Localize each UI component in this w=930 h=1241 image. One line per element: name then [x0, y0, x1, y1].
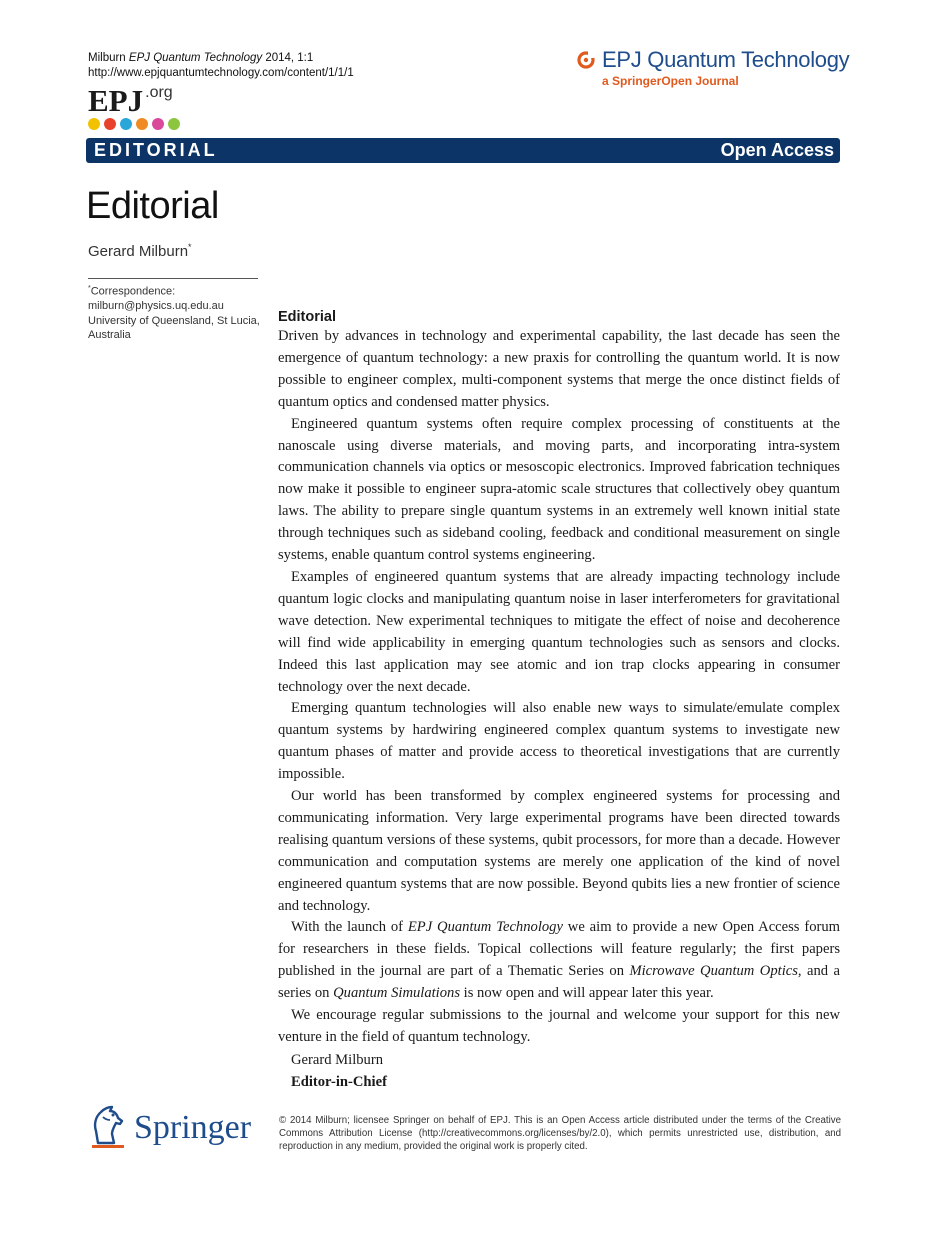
springer-horse-icon — [88, 1103, 128, 1149]
p6-text-c: we aim to provide a new Open Access forum for researchers in these fields. Topical collections will feature regularly; the first papers published in the journal are part of a Thematic Series on — [278, 919, 841, 980]
section-heading: Editorial — [278, 309, 337, 325]
correspondence-note — [88, 282, 263, 343]
logo-dot-4 — [136, 118, 148, 130]
paragraph-5: Our world has been transformed by complex engineered systems for processing and communicating information. Very large experimental programs have been directed towards realising quantum versions of these systems, qubit processors, for more than a decade. However communication and computation systems are merely one application of the kind of novel engineered quantum systems that are now possible. Beyond qubits lies a new frontier of science and technology. — [278, 788, 840, 914]
p6-journal-name: EPJ Quantum Technology — [407, 919, 563, 936]
paragraph-3: Examples of engineered quantum systems that are already impacting technology include quantum logic clocks and manipulating quantum noise in laser interferometers for gravitational wave detection. New experimental techniques to mitigate the effect of noise and decoherence will find wide applicability in emerging quantum technologies such as sensors and clocks. Indeed this last application may see atomic and ion trap clocks appearing in consumer technology over the next decade. — [278, 568, 840, 695]
p6-series-simulations: Quantum Simulations — [333, 985, 461, 1002]
logo-dot-3 — [120, 118, 132, 130]
article-title: Editorial — [86, 185, 219, 227]
paragraph-4: Emerging quantum technologies will also enable new ways to simulate/emulate complex quantum systems by hardwiring engineered complex quantum systems to investigate new quantum phases of matter and provide access to theoretical investigations that are currently impossible. — [278, 700, 840, 783]
signature-block — [278, 1049, 840, 1093]
article-type-banner — [86, 138, 840, 163]
correspondence-label-line — [88, 282, 263, 299]
citation-volume: 2014, 1:1 — [265, 52, 314, 64]
epj-org-logo[interactable] — [88, 83, 171, 119]
correspondence-divider — [88, 278, 258, 279]
journal-subtitle: a SpringerOpen Journal — [602, 74, 739, 88]
correspondence-label: Correspondence: — [90, 285, 176, 298]
citation-line-1 — [88, 51, 354, 66]
paragraph-6 — [278, 917, 840, 1005]
paragraph-7: We encourage regular submissions to the journal and welcome your support for this new venture in the field of quantum technology. — [278, 1007, 840, 1045]
paragraph-1: Driven by advances in technology and experimental capability, the last decade has seen the emergence of quantum technology: a new praxis for controlling the quantum world. It is now possible to engineer complex, multi-component systems that merge the once distinct fields of quantum optics and condensed matter physics. — [278, 328, 840, 410]
citation-author: Milburn — [88, 52, 126, 64]
springeropen-icon — [577, 51, 595, 69]
article-type-label: EDITORIAL — [94, 140, 218, 160]
p6-text-a: With the launch of — [291, 919, 408, 936]
logo-dot-2 — [104, 118, 116, 130]
citation-url[interactable]: http://www.epjquantumtechnology.com/content/1/1/1 — [88, 67, 354, 79]
p6-text-e: , and a series on — [278, 963, 841, 1002]
article-body — [278, 309, 840, 1093]
correspondence-affiliation: University of Queensland, St Lucia, Australia — [88, 314, 260, 342]
article-author — [88, 242, 192, 260]
epj-logo-dots — [88, 117, 184, 131]
signature-name: Gerard Milburn — [291, 1051, 383, 1068]
p6-text-g: is now open and will appear later this year. — [460, 985, 714, 1002]
journal-name: EPJ Quantum Technology — [602, 47, 850, 72]
p6-series-microwave: Microwave Quantum Optics — [629, 963, 798, 980]
springer-wordmark: Springer — [134, 1109, 252, 1146]
citation-journal: EPJ Quantum Technology — [128, 52, 263, 64]
correspondence-email[interactable]: milburn@physics.uq.edu.au — [88, 300, 224, 313]
author-name: Gerard Milburn — [88, 243, 189, 260]
citation-header — [88, 51, 354, 81]
springer-logo[interactable] — [88, 1103, 268, 1153]
logo-dot-6 — [168, 118, 180, 130]
epj-logo-word: EPJ — [88, 83, 144, 118]
paragraph-2: Engineered quantum systems often require complex processing of constituents at the nanoscale using diverse materials, and moving parts, and incorporating intra-system communication channels via optics or mesoscopic electronics. Improved fabrication techniques now make it possible to engineer supra-atomic scale structures that collectively obey quantum laws. The ability to prepare single quantum systems in an extremely well known initial state through techniques such as sideband cooling, feedback and conditional measurement on single systems, enable quantum control systems engineering. — [278, 415, 840, 564]
logo-dot-5 — [152, 118, 164, 130]
correspondence-mark: * — [88, 285, 91, 292]
author-mark: * — [188, 242, 192, 252]
logo-dot-1 — [88, 118, 100, 130]
epj-logo-suffix: .org — [145, 84, 173, 101]
signature-role: Editor-in-Chief — [291, 1073, 387, 1090]
license-statement: © 2014 Milburn; licensee Springer on behalf of EPJ. This is an Open Access article distributed under the terms of the Creative Commons Attribution License (http://creativecommons.org/licenses/by/2.0), which permits unrestricted use, distribution, and reproduction in any medium, provided the original work is properly cited. — [279, 1115, 841, 1152]
open-access-label: Open Access — [720, 140, 834, 160]
